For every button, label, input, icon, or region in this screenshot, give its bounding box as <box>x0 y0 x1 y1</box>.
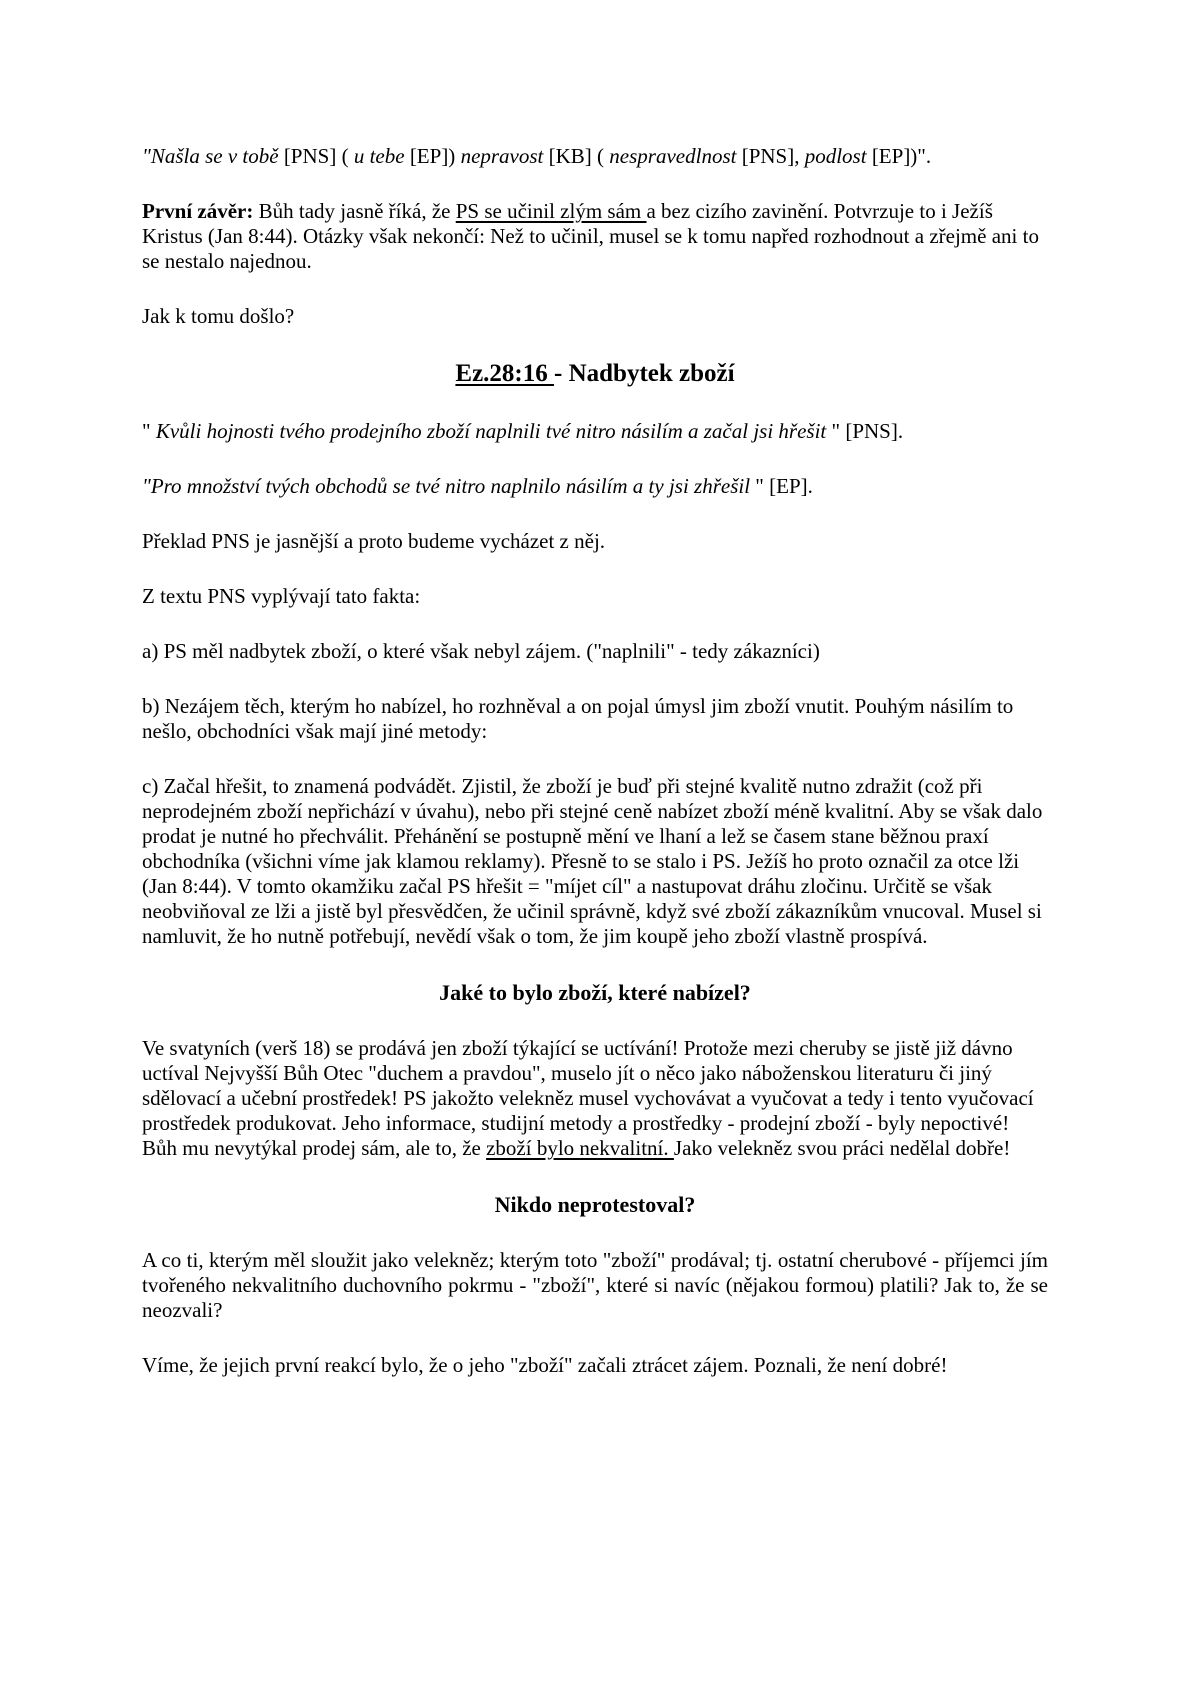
text-run: Jaké to bylo zboží, které nabízel? <box>439 980 751 1005</box>
text-run: Jak k tomu došlo? <box>142 304 295 328</box>
fact-a-paragraph <box>142 639 1048 664</box>
protest-paragraph <box>142 1248 1048 1323</box>
pns-clearer-paragraph <box>142 529 1048 554</box>
text-run: Ve svatyních (verš 18) se prodává jen zboží týkající se uctívání! Protože mezi cheruby se jistě již dávno uctíval Nejvyšší Bůh Otec "duchem a pravdou", muselo jít o něco jako náboženskou literaturu či jiný sdělovací a učební prostředek! PS jakožto velekněz musel vychovávat a vyučovat a tedy i tento vyučovací prostředek produkovat. Jeho informace, studijní metody a prostředky - prodejní zboží - byly nepoctivé! Bůh mu nevytýkal prodej sám, ale to, že <box>142 1036 1034 1160</box>
text-run: u tebe <box>353 144 410 168</box>
text-run: [PNS], <box>741 144 805 168</box>
protest-heading <box>142 1191 1048 1218</box>
text-run: zboží bylo nekvalitní. <box>486 1136 674 1160</box>
text-run: Bůh tady jasně říká, že <box>258 199 456 223</box>
text-run: c) Začal hřešit, to znamená podvádět. Zjistil, že zboží je buď při stejné kvalitě nutno zdražit (což při neprodejném zboží nepřichází v úvahu), nebo při stejné ceně nabízet zboží méně kvalitní. Aby se však dalo prodat je nutné ho přechválit. Přehánění se postupně mění ve lhaní a lež se časem stane běžnou praxí obchodníka (všichni víme jak klamou reklamy). Přesně to se stalo i PS. Ježíš ho proto označil za otce lži (Jan 8:44). V tomto okamžiku začal PS hřešit = "míjet cíl" a nastupovat dráhu zločinu. Určitě se však neobviňoval ze lži a jistě byl přesvědčen, že učinil správně, když své zboží zákazníkům vnucoval. Musel si namluvit, že ho nutně potřebují, nevědí však o tom, že jim koupě jeho zboží vlastně prospívá. <box>142 774 1043 948</box>
text-run: Z textu PNS vyplývají tato fakta: <box>142 584 421 608</box>
quote-pns-paragraph <box>142 419 1048 444</box>
text-run: A co ti, kterým měl sloužit jako velekněz; kterým toto "zboží" prodával; tj. ostatní cherubové - příjemci jím tvořeného nekvalitního duchovního pokrmu - "zboží", které si navíc (nějakou formou) platili? Jak to, že se neozvali? <box>142 1248 1048 1322</box>
text-run: Jako velekněz svou práci nedělal dobře! <box>673 1136 1011 1160</box>
text-run: - Nadbytek zboží <box>554 360 735 387</box>
text-run: První závěr: <box>142 199 259 223</box>
text-run: " [PNS]. <box>831 419 904 443</box>
text-run: "Pro množství tvých obchodů se tvé nitro naplnilo násilím a ty jsi zhřešil <box>142 474 756 498</box>
reaction-paragraph <box>142 1353 1048 1378</box>
text-run: Víme, že jejich první reakcí bylo, že o jeho "zboží" začali ztrácet zájem. Poznali, že není dobré! <box>142 1353 948 1377</box>
fact-b-paragraph <box>142 694 1048 744</box>
goods-heading <box>142 979 1048 1006</box>
text-run: Nikdo neprotestoval? <box>494 1192 696 1217</box>
text-run: " [EP]. <box>755 474 813 498</box>
text-run: nepravost <box>460 144 549 168</box>
text-run: [PNS] ( <box>283 144 354 168</box>
text-run: [KB] ( <box>548 144 610 168</box>
text-run: " <box>142 419 156 443</box>
first-conclusion-paragraph <box>142 199 1048 274</box>
text-run: podlost <box>804 144 872 168</box>
quote-ep-paragraph <box>142 474 1048 499</box>
text-run: "Našla se v tobě <box>142 144 284 168</box>
verse-quote-line <box>142 144 1048 169</box>
text-run: [EP])". <box>871 144 932 168</box>
main-heading <box>142 359 1048 389</box>
text-run: nespravedlnost <box>609 144 742 168</box>
text-run: [EP]) <box>409 144 461 168</box>
question-paragraph <box>142 304 1048 329</box>
text-run: Ez.28:16 <box>455 360 555 387</box>
text-run: PS se učinil zlým sám <box>455 199 647 223</box>
text-run: b) Nezájem těch, kterým ho nabízel, ho rozhněval a on pojal úmysl jim zboží vnutit. Pouhým násilím to nešlo, obchodníci však mají jiné metody: <box>142 694 1014 743</box>
fact-c-paragraph <box>142 774 1048 949</box>
goods-paragraph <box>142 1036 1048 1161</box>
facts-intro-paragraph <box>142 584 1048 609</box>
document-content <box>142 144 1048 1378</box>
text-run: a) PS měl nadbytek zboží, o které však nebyl zájem. ("naplnili" - tedy zákazníci) <box>142 639 820 663</box>
text-run: Překlad PNS je jasnější a proto budeme vycházet z něj. <box>142 529 606 553</box>
text-run: Kvůli hojnosti tvého prodejního zboží naplnili tvé nitro násilím a začal jsi hřešit <box>155 419 832 443</box>
text-run: a bez cizího zavinění. Potvrzuje to i Ježíš Kristus (Jan 8:44). Otázky však nekončí: Než to učinil, musel se k tomu napřed rozhodnout a zřejmě ani to se nestalo najednou. <box>142 199 1039 273</box>
